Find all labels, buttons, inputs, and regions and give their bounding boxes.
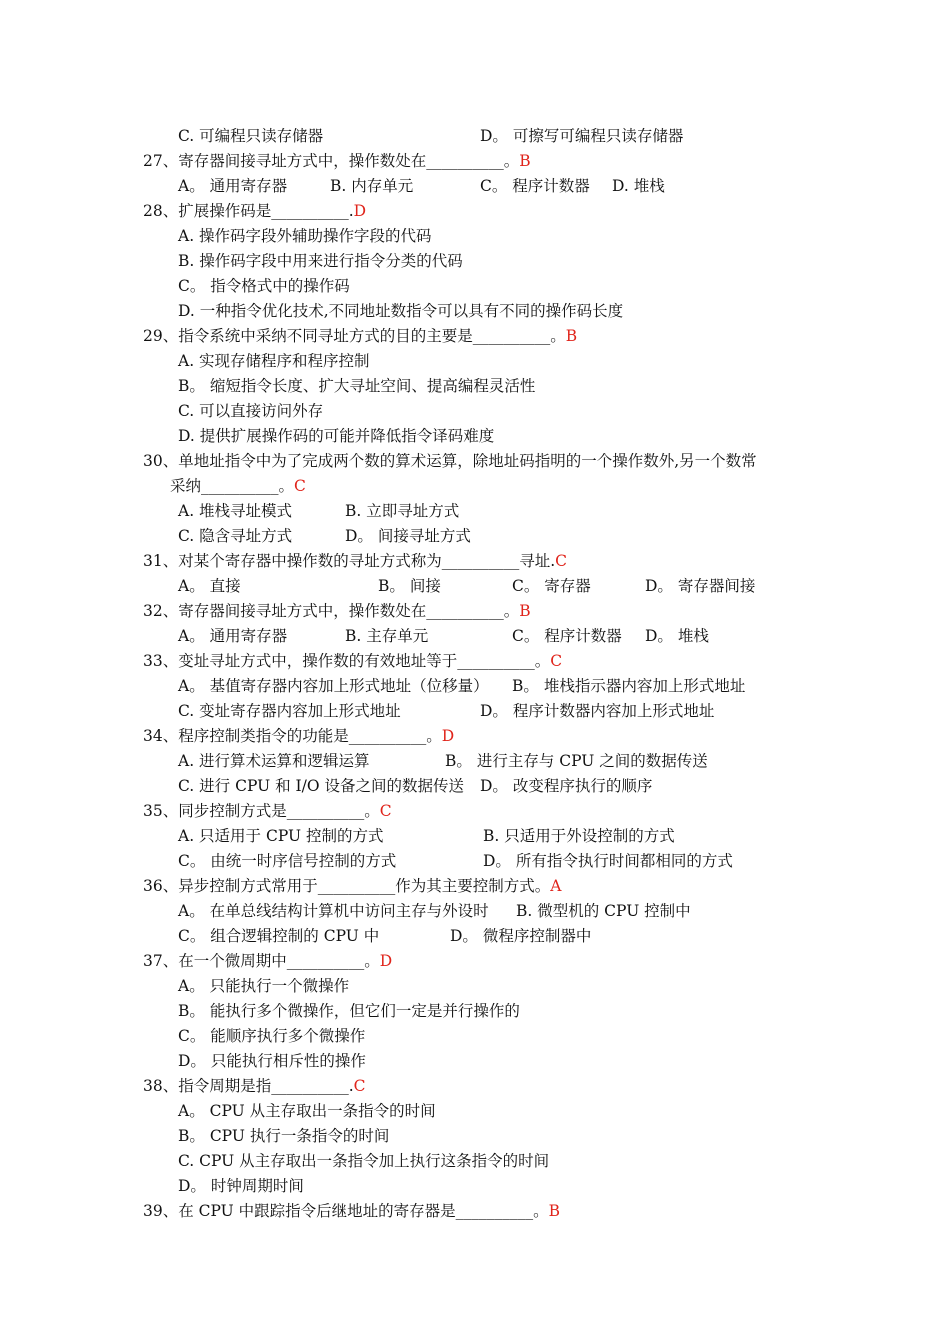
option-text: D。 微程序控制器中 — [450, 927, 592, 945]
option-text: C. 隐含寻址方式 — [178, 527, 293, 545]
option-text: C。 能顺序执行多个微操作 — [178, 1027, 366, 1045]
option-line — [512, 576, 591, 596]
answer-key: D — [379, 952, 393, 970]
option-line — [178, 626, 287, 646]
option-line — [450, 926, 591, 946]
option-text: B. 微型机的 CPU 控制中 — [516, 902, 691, 920]
option-line — [645, 626, 709, 646]
question-line — [143, 601, 531, 621]
option-line — [178, 176, 287, 196]
question-line — [143, 651, 562, 671]
answer-key: C — [550, 652, 563, 670]
question-text: 38、指令周期是指__________. — [143, 1077, 354, 1095]
question-line — [143, 201, 366, 221]
option-text: C。 指令格式中的操作码 — [178, 277, 350, 295]
question-text: 27、寄存器间接寻址方式中，操作数处在__________。 — [143, 152, 520, 170]
question-text: 35、同步控制方式是__________。 — [143, 802, 380, 820]
option-text: B。 进行主存与 CPU 之间的数据传送 — [445, 752, 708, 770]
option-line — [178, 776, 464, 796]
question-line — [143, 951, 392, 971]
option-line — [480, 701, 714, 721]
question-text: 32、寄存器间接寻址方式中，操作数处在__________。 — [143, 602, 520, 620]
question-text: 37、在一个微周期中__________。 — [143, 952, 380, 970]
option-text: A。 基值寄存器内容加上形式地址（位移量） — [178, 677, 489, 695]
option-text: C。 寄存器 — [512, 577, 591, 595]
answer-key: C — [379, 802, 392, 820]
option-text: D。 程序计数器内容加上形式地址 — [480, 702, 715, 720]
question-text: 39、在 CPU 中跟踪指令后继地址的寄存器是__________。 — [143, 1202, 549, 1220]
option-line — [480, 126, 683, 146]
option-line — [178, 301, 623, 321]
option-text: A。 只能执行一个微操作 — [178, 977, 350, 995]
question-line — [143, 1076, 366, 1096]
option-text: B。 CPU 执行一条指令的时间 — [178, 1127, 390, 1145]
option-line — [480, 776, 652, 796]
option-text: D。 时钟周期时间 — [178, 1177, 304, 1195]
option-line — [178, 1101, 436, 1121]
option-line — [480, 176, 590, 196]
question-text: 30、单地址指令中为了完成两个数的算术运算，除地址码指明的一个操作数外,另一个数常 — [143, 452, 757, 470]
option-line — [178, 576, 241, 596]
option-line — [445, 751, 708, 771]
question-line — [143, 551, 567, 571]
option-line — [178, 676, 489, 696]
question-line — [143, 151, 531, 171]
question-line — [170, 476, 306, 496]
option-line — [178, 426, 494, 446]
option-text: A. 堆栈寻址模式 — [178, 502, 293, 520]
option-text: A. 只适用于 CPU 控制的方式 — [178, 827, 384, 845]
option-text: B。 间接 — [378, 577, 441, 595]
option-text: A。 CPU 从主存取出一条指令的时间 — [178, 1102, 436, 1120]
option-text: C。 组合逻辑控制的 CPU 中 — [178, 927, 380, 945]
option-line — [483, 826, 675, 846]
option-text: B. 立即寻址方式 — [345, 502, 460, 520]
question-line — [143, 451, 757, 471]
option-text: A. 实现存储程序和程序控制 — [178, 352, 370, 370]
question-line — [143, 1201, 560, 1221]
option-line — [178, 1176, 304, 1196]
option-text: B。 能执行多个微操作，但它们一定是并行操作的 — [178, 1002, 520, 1020]
option-line — [512, 626, 622, 646]
option-line — [345, 526, 471, 546]
option-line — [178, 976, 349, 996]
option-line — [178, 526, 292, 546]
option-text: D. 堆栈 — [612, 177, 665, 195]
option-text: A。 在单总线结构计算机中访问主存与外设时 — [178, 902, 489, 920]
option-text: A。 通用寄存器 — [178, 627, 288, 645]
question-text: 34、程序控制类指令的功能是__________。 — [143, 727, 442, 745]
option-text: C. 进行 CPU 和 I/O 设备之间的数据传送 — [178, 777, 465, 795]
option-text: A。 直接 — [178, 577, 241, 595]
option-text: D。 间接寻址方式 — [345, 527, 471, 545]
option-line — [512, 676, 745, 696]
option-text: B. 主存单元 — [345, 627, 429, 645]
option-text: D。 只能执行相斥性的操作 — [178, 1052, 366, 1070]
option-text: B。 缩短指令长度、扩大寻址空间、提高编程灵活性 — [178, 377, 536, 395]
option-line — [178, 376, 535, 396]
option-text: C。 由统一时序信号控制的方式 — [178, 852, 397, 870]
option-line — [178, 251, 463, 271]
answer-key: C — [555, 552, 568, 570]
option-text: C. 可以直接访问外存 — [178, 402, 324, 420]
option-text: D。 可擦写可编程只读存储器 — [480, 127, 684, 145]
option-line — [345, 501, 459, 521]
option-text: B. 内存单元 — [330, 177, 414, 195]
option-line — [178, 1151, 549, 1171]
answer-key: D — [441, 727, 455, 745]
question-line — [143, 876, 561, 896]
option-text: D. 一种指令优化技术,不同地址数指令可以具有不同的操作码长度 — [178, 302, 624, 320]
option-line — [178, 276, 350, 296]
option-line — [516, 901, 691, 921]
answer-key: C — [294, 477, 306, 495]
option-text: B. 操作码字段中用来进行指令分类的代码 — [178, 252, 463, 270]
answer-key: B — [565, 327, 578, 345]
question-text: 28、扩展操作码是__________. — [143, 202, 354, 220]
question-line — [143, 726, 454, 746]
answer-key: B — [548, 1202, 561, 1220]
option-text: B。 堆栈指示器内容加上形式地址 — [512, 677, 746, 695]
option-line — [178, 1001, 520, 1021]
option-text: A. 进行算术运算和逻辑运算 — [178, 752, 370, 770]
option-line — [178, 501, 292, 521]
option-line — [178, 701, 401, 721]
answer-key: B — [519, 152, 531, 170]
option-text: A。 通用寄存器 — [178, 177, 288, 195]
option-text: A. 操作码字段外辅助操作字段的代码 — [178, 227, 432, 245]
option-line — [178, 751, 370, 771]
question-text: 36、异步控制方式常用于__________作为其主要控制方式。 — [143, 877, 551, 895]
option-text: D. 提供扩展操作码的可能并降低指令译码难度 — [178, 427, 495, 445]
option-line — [178, 401, 323, 421]
answer-key: B — [519, 602, 531, 620]
option-text: D。 改变程序执行的顺序 — [480, 777, 653, 795]
question-line — [143, 801, 392, 821]
question-text: 采纳__________。 — [170, 477, 295, 495]
option-line — [178, 1051, 366, 1071]
option-text: C. 变址寄存器内容加上形式地址 — [178, 702, 401, 720]
option-text: D。 寄存器间接 — [645, 577, 756, 595]
question-text: 33、变址寻址方式中，操作数的有效地址等于__________。 — [143, 652, 551, 670]
option-text: D。 堆栈 — [645, 627, 709, 645]
question-line — [143, 326, 577, 346]
option-line — [645, 576, 755, 596]
option-text: C. CPU 从主存取出一条指令加上执行这条指令的时间 — [178, 1152, 550, 1170]
option-line — [178, 126, 323, 146]
option-line — [330, 176, 413, 196]
option-text: C。 程序计数器 — [512, 627, 622, 645]
option-text: D。 所有指令执行时间都相同的方式 — [483, 852, 733, 870]
answer-key: A — [550, 877, 562, 895]
option-line — [178, 351, 370, 371]
option-line — [345, 626, 428, 646]
question-text: 29、指令系统中采纳不同寻址方式的目的主要是__________。 — [143, 327, 566, 345]
question-text: 31、对某个寄存器中操作数的寻址方式称为__________寻址. — [143, 552, 556, 570]
answer-key: D — [353, 202, 367, 220]
option-line — [378, 576, 441, 596]
option-line — [483, 851, 733, 871]
option-line — [178, 826, 383, 846]
option-line — [178, 901, 489, 921]
option-text: B. 只适用于外设控制的方式 — [483, 827, 675, 845]
option-line — [612, 176, 665, 196]
option-text: C. 可编程只读存储器 — [178, 127, 324, 145]
option-line — [178, 226, 432, 246]
option-line — [178, 851, 396, 871]
option-line — [178, 926, 379, 946]
option-line — [178, 1026, 365, 1046]
option-line — [178, 1126, 389, 1146]
answer-key: C — [353, 1077, 366, 1095]
option-text: C。 程序计数器 — [480, 177, 590, 195]
